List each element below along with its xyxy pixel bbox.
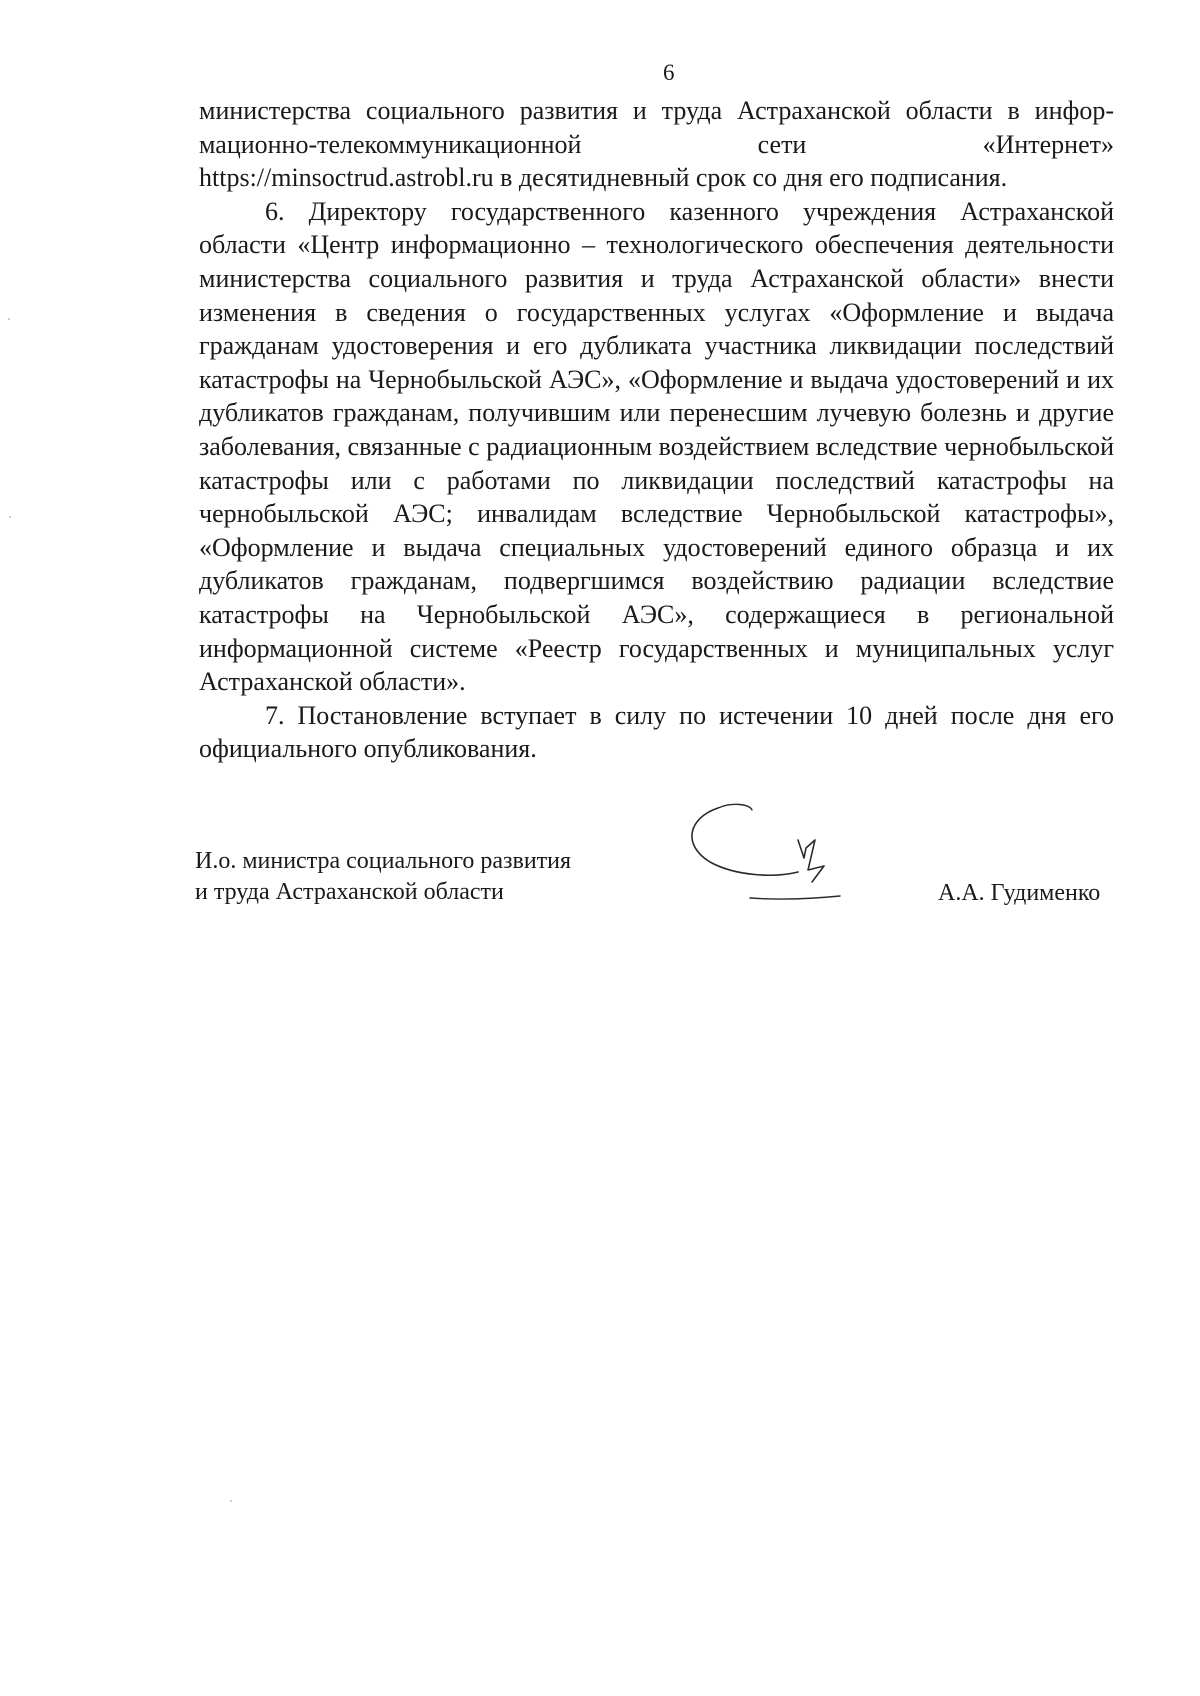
- signatory-position-line-1: И.о. министра социального развития: [195, 848, 572, 874]
- page-number: 6: [663, 60, 675, 85]
- signatory-position: [195, 846, 571, 908]
- scan-speck: [9, 516, 11, 518]
- handwritten-signature: [680, 800, 870, 910]
- signatory-position-line-2: и труда Астраханской области: [195, 879, 504, 905]
- scan-speck: [230, 1500, 232, 1502]
- continuation-line-1: министерства социального развития и труда Астраханской области в инфор-: [199, 96, 1114, 125]
- document-body: [199, 94, 1114, 766]
- scan-speck: [8, 318, 10, 320]
- continuation-line-2-part-3: «Интернет»: [982, 129, 1114, 159]
- signatory-name: А.А. Гудименко: [938, 880, 1101, 906]
- continuation-line-2: [199, 128, 1114, 162]
- paragraph-6: 6. Директору государственного казенного учреждения Астраханской области «Центр информационно – технологического обеспечения деятельности министерства социального развития и труда Астраханской области» внести изменения в сведения о государственных услугах «Оформление и выдача гражданам удостоверения и его дубликата участника ликвидации последствий катастрофы на Чернобыльской АЭС», «Оформление и выдача удостоверений и их дубликатов гражданам, получившим или перенесшим лучевую болезнь и другие заболевания, связанные с радиационным воздействием вследствие чернобыльской катастрофы или с работами по ликвидации последствий катастрофы на чернобыльской АЭС; инвалидам вследствие Чернобыльской катастрофы», «Оформление и выдача специальных удостоверений единого образца и их дубликатов гражданам, подвергшимся воздействию радиации вследствие катастрофы на Чернобыльской АЭС», содержащиеся в региональной информационной системе «Реестр государственных и муниципальных услуг Астраханской области».: [199, 196, 1114, 697]
- continuation-line-2-part-1: мационно-телекоммуникационной: [199, 129, 582, 159]
- paragraph-7: 7. Постановление вступает в силу по истечении 10 дней после дня его официального опубликования.: [199, 700, 1114, 764]
- continuation-line-2-part-2: сети: [757, 129, 807, 159]
- continuation-line-3: https://minsoctrud.astrobl.ru в десятидневный срок со дня его подписания.: [199, 163, 1008, 193]
